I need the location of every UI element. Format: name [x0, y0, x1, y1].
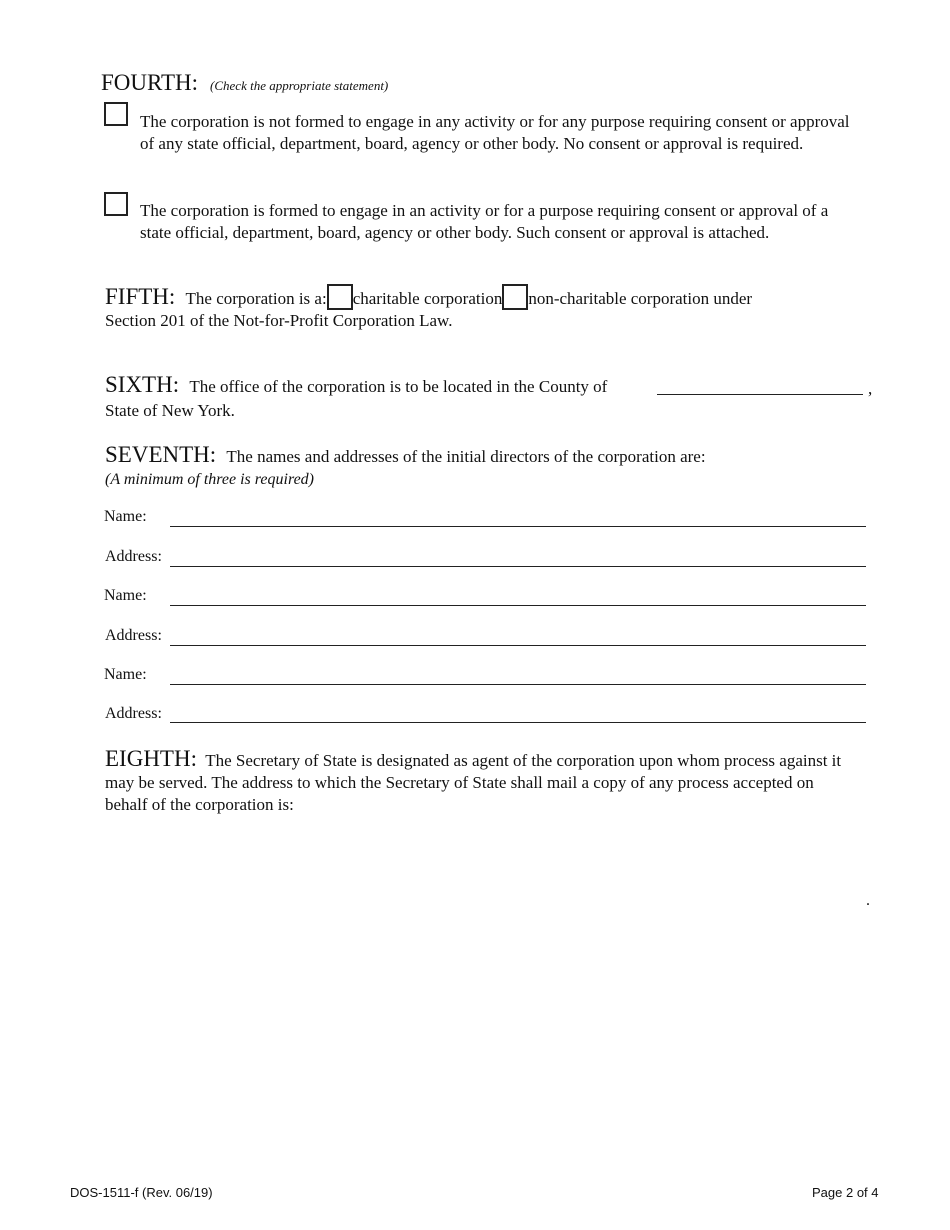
- director3-address-label: Address:: [105, 705, 162, 722]
- sixth-heading: SIXTH:: [105, 372, 180, 397]
- fourth-option1-text: The corporation is not formed to engage in any activity or for any purpose requiring consent or approval of any state official, department, board, agency or other body. No consent or approval is required.: [140, 112, 850, 153]
- director2-address-field[interactable]: [170, 645, 866, 646]
- seventh-heading: SEVENTH:: [105, 442, 217, 467]
- director1-name-label: Name:: [104, 508, 147, 525]
- director2-name-field[interactable]: [170, 605, 866, 606]
- fourth-heading: FOURTH:: [101, 70, 199, 95]
- director2-name-label: Name:: [104, 587, 147, 604]
- seventh-heading-row: [105, 444, 706, 468]
- fourth-option2-checkbox[interactable]: [104, 192, 128, 216]
- eighth-heading: EIGHTH:: [105, 746, 197, 771]
- sixth-line2: State of New York.: [105, 401, 235, 420]
- sixth-comma: ,: [868, 379, 873, 398]
- non-charitable-checkbox[interactable]: [502, 284, 528, 310]
- fourth-heading-row: [101, 70, 388, 96]
- eighth-period: .: [866, 892, 870, 909]
- eighth-text: The Secretary of State is designated as agent of the corporation upon whom process against it may be served. The address to which the Secretary of State shall mail a copy of any process accepted on behalf of the corporation is:: [105, 751, 842, 814]
- director1-name-field[interactable]: [170, 526, 866, 527]
- director3-name-field[interactable]: [170, 684, 866, 685]
- county-field[interactable]: [657, 394, 863, 395]
- seventh-text: The names and addresses of the initial directors of the corporation are:: [226, 447, 706, 466]
- page-number: Page 2 of 4: [812, 1185, 879, 1200]
- eighth-section: [105, 748, 850, 816]
- sixth-heading-row: [105, 374, 607, 398]
- seventh-note: (A minimum of three is required): [105, 471, 315, 488]
- fifth-line2: Section 201 of the Not-for-Profit Corporation Law.: [105, 311, 453, 330]
- director2-address-label: Address:: [105, 627, 162, 644]
- form-id: DOS-1511-f (Rev. 06/19): [70, 1185, 213, 1200]
- director1-address-label: Address:: [105, 548, 162, 565]
- fourth-note: (Check the appropriate statement): [210, 78, 389, 93]
- fourth-option2-text: The corporation is formed to engage in an activity or for a purpose requiring consent or approval of a state official, department, board, agency or other body. Such consent or approval is attached.: [140, 201, 829, 242]
- fifth-heading: FIFTH:: [105, 284, 176, 309]
- sixth-text: The office of the corporation is to be located in the County of: [189, 377, 608, 396]
- fifth-intro: The corporation is a:: [185, 289, 327, 308]
- non-charitable-label: non-charitable corporation under: [528, 289, 753, 308]
- director1-address-field[interactable]: [170, 566, 866, 567]
- fifth-section: [105, 284, 885, 332]
- charitable-label: charitable corporation: [352, 289, 503, 308]
- fourth-option1-checkbox[interactable]: [104, 102, 128, 126]
- charitable-checkbox[interactable]: [327, 284, 353, 310]
- director3-address-field[interactable]: [170, 722, 866, 723]
- director3-name-label: Name:: [104, 666, 147, 683]
